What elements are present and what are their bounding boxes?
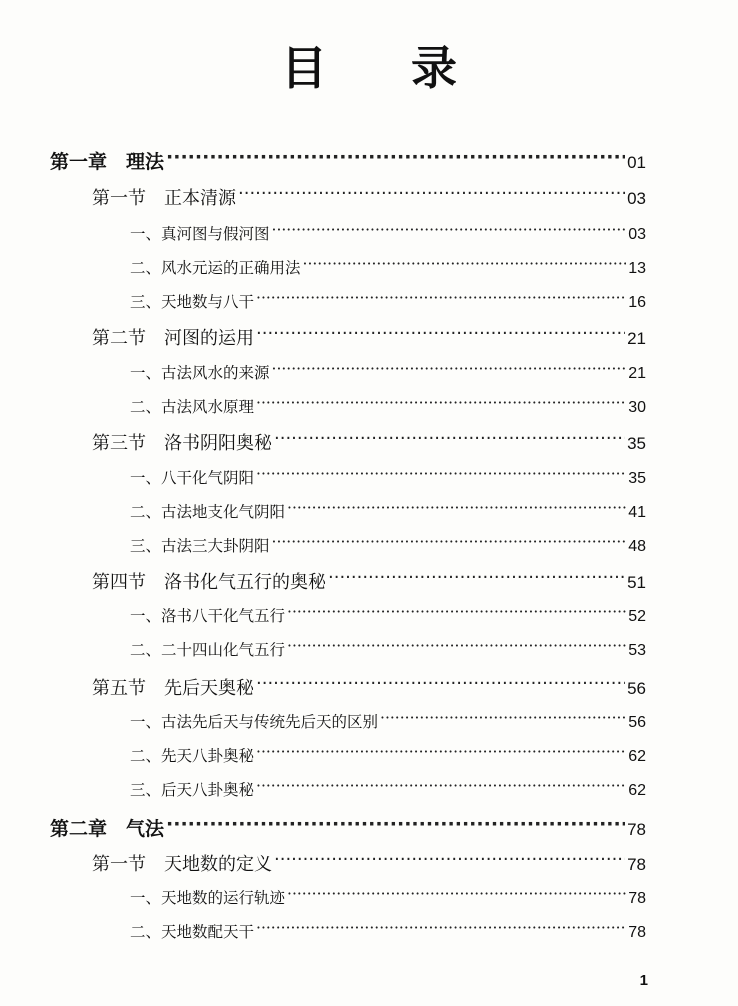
toc-entry-item[interactable] — [130, 710, 646, 732]
toc-entry-page: 35 — [628, 470, 646, 487]
toc-entry-label: 第一节 正本清源 — [92, 188, 236, 209]
dot-leader — [256, 292, 626, 308]
toc-entry-item[interactable] — [130, 744, 646, 766]
toc-entry-item[interactable] — [130, 886, 646, 908]
dot-leader — [256, 326, 625, 344]
toc-entry-chapter-2[interactable] — [50, 814, 646, 841]
toc-entry-item[interactable] — [130, 290, 646, 312]
dot-leader — [272, 536, 627, 552]
toc-entry-item[interactable] — [130, 534, 646, 556]
toc-entry-label: 第一章 理法 — [50, 151, 165, 173]
toc-entry-section[interactable] — [92, 429, 646, 455]
toc-entry-label: 二、天地数配天干 — [130, 923, 255, 941]
toc-entry-page: 03 — [627, 189, 646, 208]
dot-leader — [256, 780, 626, 796]
toc-entry-item[interactable] — [130, 778, 646, 800]
dot-leader — [272, 363, 627, 379]
toc-entry-item[interactable] — [130, 638, 646, 660]
toc-entry-page: 62 — [628, 748, 646, 765]
toc-entry-label: 三、天地数与八干 — [130, 293, 255, 311]
toc-entry-section[interactable] — [92, 850, 646, 876]
dot-leader — [238, 186, 625, 204]
toc-entry-label: 三、古法三大卦阴阳 — [130, 537, 270, 555]
toc-entry-page: 41 — [628, 504, 646, 521]
toc-entry-page: 35 — [627, 434, 646, 453]
toc-entry-label: 一、八干化气阴阳 — [130, 469, 255, 487]
toc-entry-section[interactable] — [92, 568, 646, 594]
toc-entry-label: 一、古法先后天与传统先后天的区别 — [130, 713, 379, 731]
toc-entry-page: 78 — [627, 855, 646, 874]
toc-entry-page: 21 — [627, 329, 646, 348]
toc-entry-label: 第二节 河图的运用 — [92, 328, 254, 349]
toc-entry-label: 二、二十四山化气五行 — [130, 641, 286, 659]
toc-entry-item[interactable] — [130, 920, 646, 942]
toc-entry-label: 第三节 洛书阴阳奥秘 — [92, 433, 272, 454]
dot-leader — [274, 852, 625, 870]
toc-entry-page: 78 — [628, 890, 646, 907]
toc-entry-page: 03 — [628, 226, 646, 243]
toc-entry-section[interactable] — [92, 324, 646, 350]
toc-entry-page: 13 — [628, 260, 646, 277]
toc-entry-label: 一、真河图与假河图 — [130, 225, 270, 243]
dot-leader — [166, 149, 625, 168]
dot-leader — [256, 468, 626, 484]
toc-entry-page: 01 — [627, 153, 646, 172]
dot-leader — [287, 502, 626, 518]
toc-entry-page: 78 — [628, 924, 646, 941]
toc-entry-page: 56 — [628, 714, 646, 731]
dot-leader — [303, 258, 627, 274]
dot-leader — [256, 397, 626, 413]
toc-entry-item[interactable] — [130, 395, 646, 417]
toc-entry-item[interactable] — [130, 361, 646, 383]
toc-entry-item[interactable] — [130, 500, 646, 522]
toc-entry-page: 48 — [628, 538, 646, 555]
dot-leader — [287, 640, 626, 656]
toc-entry-label: 三、后天八卦奥秘 — [130, 781, 255, 799]
toc-entry-label: 一、天地数的运行轨迹 — [130, 889, 286, 907]
dot-leader — [287, 888, 626, 904]
toc-entry-page: 52 — [628, 608, 646, 625]
page-number: 1 — [639, 972, 648, 989]
toc-entry-section[interactable] — [92, 674, 646, 700]
dot-leader — [256, 676, 625, 694]
dot-leader — [274, 431, 625, 449]
toc-entry-page: 16 — [628, 294, 646, 311]
toc-entry-item[interactable] — [130, 222, 646, 244]
toc-entry-page: 53 — [628, 642, 646, 659]
toc-entry-item[interactable] — [130, 466, 646, 488]
dot-leader — [328, 570, 625, 588]
toc-entry-label: 二、古法地支化气阴阳 — [130, 503, 286, 521]
toc-entry-label: 第一节 天地数的定义 — [92, 854, 272, 875]
toc-entry-page: 51 — [627, 573, 646, 592]
page-title: 目 录 — [280, 41, 491, 95]
toc-entry-label: 二、古法风水原理 — [130, 398, 255, 416]
toc-entry-label: 二、风水元运的正确用法 — [130, 259, 301, 277]
dot-leader — [256, 746, 626, 762]
toc-entry-label: 一、洛书八干化气五行 — [130, 607, 286, 625]
toc-entry-label: 一、古法风水的来源 — [130, 364, 270, 382]
toc-entry-page: 21 — [628, 365, 646, 382]
toc-entry-page: 56 — [627, 679, 646, 698]
dot-leader — [166, 816, 625, 835]
dot-leader — [272, 224, 627, 240]
toc-entry-section[interactable] — [92, 184, 646, 210]
dot-leader — [287, 606, 626, 622]
toc-entry-chapter-1[interactable] — [50, 147, 646, 174]
dot-leader — [380, 712, 626, 728]
dot-leader — [256, 922, 626, 938]
toc-entry-label: 第四节 洛书化气五行的奥秘 — [92, 572, 326, 593]
toc-entry-label: 第二章 气法 — [50, 818, 165, 840]
toc-entry-item[interactable] — [130, 256, 646, 278]
toc-entry-item[interactable] — [130, 604, 646, 626]
toc-entry-page: 78 — [627, 820, 646, 839]
toc-entry-label: 二、先天八卦奥秘 — [130, 747, 255, 765]
toc-entry-page: 30 — [628, 399, 646, 416]
toc-entry-page: 62 — [628, 782, 646, 799]
toc-entry-label: 第五节 先后天奥秘 — [92, 678, 254, 699]
